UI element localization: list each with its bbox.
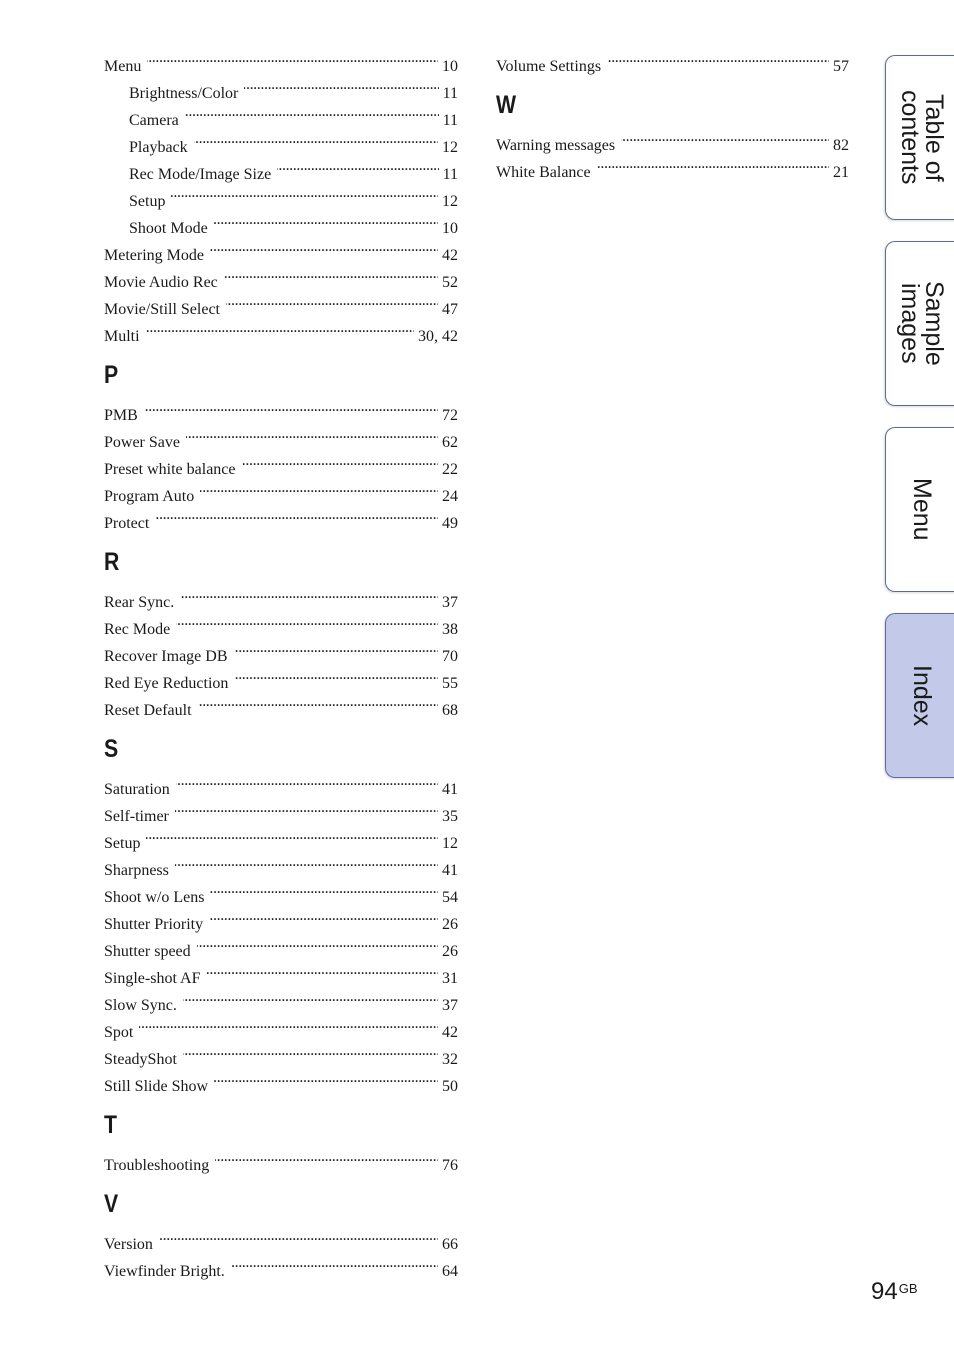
index-entry[interactable] xyxy=(104,44,458,75)
entry-term: SteadyShot xyxy=(104,1051,177,1068)
entry-page-link[interactable]: 41 xyxy=(442,781,458,798)
section-letter: R xyxy=(104,548,120,576)
entry-page-link[interactable]: 11 xyxy=(442,112,458,129)
entry-term: Preset white balance xyxy=(104,461,236,478)
entry-page-link[interactable]: 82 xyxy=(833,137,849,154)
entry-term: Still Slide Show xyxy=(104,1078,209,1095)
tab-label: Sample images xyxy=(896,281,948,366)
dot-leader xyxy=(224,260,438,287)
entry-page-link[interactable]: 37 xyxy=(442,997,458,1014)
entry-page-link[interactable]: 72 xyxy=(442,407,458,424)
dot-leader xyxy=(209,902,438,929)
entry-term: Movie Audio Rec xyxy=(104,274,218,291)
dot-leader xyxy=(231,1249,438,1276)
dot-leader xyxy=(155,501,438,528)
tab-label: Menu xyxy=(908,478,936,541)
entry-term: Sharpness xyxy=(104,862,169,879)
dot-leader xyxy=(159,1222,438,1249)
entry-page-link[interactable]: 57 xyxy=(833,58,849,75)
dot-leader xyxy=(175,794,438,821)
entry-term: Slow Sync. xyxy=(104,997,177,1014)
entry-term: Troubleshooting xyxy=(104,1157,210,1174)
entry-page-link[interactable]: 37 xyxy=(442,594,458,611)
entry-page-link[interactable]: 52 xyxy=(442,274,458,291)
index-entry[interactable] xyxy=(104,848,458,879)
index-entry[interactable] xyxy=(104,1010,458,1041)
index-entry[interactable] xyxy=(104,1037,458,1068)
dot-leader xyxy=(144,393,438,420)
entry-page-link[interactable]: 42 xyxy=(442,1024,458,1041)
entry-page-link[interactable]: 76 xyxy=(442,1157,458,1174)
entry-term: Rec Mode xyxy=(104,621,171,638)
dot-leader xyxy=(234,661,438,688)
dot-leader xyxy=(621,123,829,150)
entry-page-link[interactable]: 12 xyxy=(442,193,458,210)
entry-term: Camera xyxy=(129,112,179,129)
entry-page-link[interactable]: 50 xyxy=(442,1078,458,1095)
dot-leader xyxy=(185,98,439,125)
index-entry[interactable] xyxy=(496,44,849,75)
index-subentry[interactable] xyxy=(104,71,458,102)
dot-leader xyxy=(180,580,438,607)
page-number xyxy=(871,1278,918,1306)
dot-leader xyxy=(175,848,438,875)
section-letter: W xyxy=(496,91,517,119)
entry-page-link[interactable]: 62 xyxy=(442,434,458,451)
index-entry[interactable] xyxy=(104,501,458,532)
tab-label: Table of contents xyxy=(896,90,948,185)
entry-page-link[interactable]: 64 xyxy=(442,1263,458,1280)
entry-term: Viewfinder Bright. xyxy=(104,1263,225,1280)
index-entry[interactable] xyxy=(104,1143,458,1174)
tab-sample-images[interactable] xyxy=(885,241,954,406)
entry-term: Setup xyxy=(129,193,166,210)
dot-leader xyxy=(277,152,438,179)
entry-term: Rear Sync. xyxy=(104,594,175,611)
entry-term: Metering Mode xyxy=(104,247,204,264)
entry-term: Program Auto xyxy=(104,488,195,505)
entry-term: Movie/Still Select xyxy=(104,301,220,318)
dot-leader xyxy=(176,767,438,794)
dot-leader xyxy=(183,983,438,1010)
entry-term: Warning messages xyxy=(496,137,616,154)
entry-page-link[interactable]: 12 xyxy=(442,835,458,852)
entry-page-link[interactable]: 55 xyxy=(442,675,458,692)
tab-menu[interactable] xyxy=(885,427,954,592)
entry-term: PMB xyxy=(104,407,138,424)
entry-term: Protect xyxy=(104,515,150,532)
entry-term: Reset Default xyxy=(104,702,192,719)
dot-leader xyxy=(198,688,438,715)
dot-leader xyxy=(607,44,829,71)
entry-term: Rec Mode/Image Size xyxy=(129,166,272,183)
entry-page-link[interactable]: 10 xyxy=(442,58,458,75)
dot-leader xyxy=(200,474,438,501)
entry-term: Brightness/Color xyxy=(129,85,239,102)
dot-leader xyxy=(171,179,438,206)
entry-page-link[interactable]: 35 xyxy=(442,808,458,825)
entry-page-link[interactable]: 10 xyxy=(442,220,458,237)
dot-leader xyxy=(210,233,438,260)
entry-page-link[interactable]: 66 xyxy=(442,1236,458,1253)
dot-leader xyxy=(234,634,438,661)
entry-term: Playback xyxy=(129,139,188,156)
index-entry[interactable] xyxy=(104,767,458,798)
entry-page-link[interactable]: 47 xyxy=(442,301,458,318)
entry-page-link[interactable]: 22 xyxy=(442,461,458,478)
index-entry[interactable] xyxy=(104,821,458,852)
section-letter: P xyxy=(104,361,119,389)
entry-page-link[interactable]: 38 xyxy=(442,621,458,638)
index-entry[interactable] xyxy=(104,314,458,345)
tab-label: Index xyxy=(908,664,936,727)
entry-term: Shutter Priority xyxy=(104,916,204,933)
index-entry[interactable] xyxy=(104,580,458,611)
dot-leader xyxy=(242,447,439,474)
entry-term: Multi xyxy=(104,328,140,345)
dot-leader xyxy=(226,287,438,314)
dot-leader xyxy=(139,1010,438,1037)
entry-term: Shutter speed xyxy=(104,943,191,960)
entry-page-link[interactable]: 11 xyxy=(442,166,458,183)
dot-leader xyxy=(176,607,438,634)
index-entry[interactable] xyxy=(496,123,849,154)
entry-page-link[interactable]: 49 xyxy=(442,515,458,532)
index-column-left xyxy=(104,44,458,1280)
dot-leader xyxy=(186,420,438,447)
entry-term: Version xyxy=(104,1236,153,1253)
entry-term: Red Eye Reduction xyxy=(104,675,229,692)
entry-term: Recover Image DB xyxy=(104,648,228,665)
index-column-right xyxy=(496,44,849,181)
entry-page-link[interactable]: 70 xyxy=(442,648,458,665)
dot-leader xyxy=(183,1037,438,1064)
entry-term: Saturation xyxy=(104,781,170,798)
dot-leader xyxy=(147,44,438,71)
entry-term: Spot xyxy=(104,1024,134,1041)
entry-term: Volume Settings xyxy=(496,58,602,75)
entry-page-link[interactable]: 41 xyxy=(442,862,458,879)
dot-leader xyxy=(146,314,414,341)
dot-leader xyxy=(214,1064,438,1091)
dot-leader xyxy=(214,206,438,233)
entry-term: Setup xyxy=(104,835,141,852)
dot-leader xyxy=(597,150,829,177)
tab-table-of-contents[interactable] xyxy=(885,55,954,220)
section-letter: T xyxy=(104,1111,117,1139)
entry-page-link[interactable]: 68 xyxy=(442,702,458,719)
entry-term: Shoot Mode xyxy=(129,220,208,237)
entry-term: Self-timer xyxy=(104,808,169,825)
dot-leader xyxy=(206,956,438,983)
tab-index[interactable] xyxy=(885,613,954,778)
dot-leader xyxy=(146,821,438,848)
entry-page-link[interactable]: 30, 42 xyxy=(418,328,458,345)
dot-leader xyxy=(194,125,438,152)
entry-page-link[interactable]: 12 xyxy=(442,139,458,156)
entry-term: Power Save xyxy=(104,434,180,451)
dot-leader xyxy=(244,71,438,98)
dot-leader xyxy=(197,929,438,956)
entry-page-link[interactable]: 24 xyxy=(442,488,458,505)
entry-page-link[interactable]: 42 xyxy=(442,247,458,264)
page-number-value: 94 xyxy=(871,1278,898,1305)
dot-leader xyxy=(215,1143,438,1170)
entry-page-link[interactable]: 26 xyxy=(442,916,458,933)
index-entry[interactable] xyxy=(104,393,458,424)
entry-page-link[interactable]: 26 xyxy=(442,943,458,960)
entry-term: Menu xyxy=(104,58,142,75)
section-letter: V xyxy=(104,1190,119,1218)
entry-page-link[interactable]: 11 xyxy=(442,85,458,102)
entry-term: Shoot w/o Lens xyxy=(104,889,205,906)
entry-term: Single-shot AF xyxy=(104,970,201,987)
index-entry[interactable] xyxy=(104,1222,458,1253)
page-number-suffix: GB xyxy=(898,1281,918,1296)
entry-page-link[interactable]: 21 xyxy=(833,164,849,181)
entry-page-link[interactable]: 32 xyxy=(442,1051,458,1068)
section-letter: S xyxy=(104,735,119,763)
entry-page-link[interactable]: 54 xyxy=(442,889,458,906)
entry-page-link[interactable]: 31 xyxy=(442,970,458,987)
dot-leader xyxy=(210,875,438,902)
entry-term: White Balance xyxy=(496,164,591,181)
index-entry[interactable] xyxy=(104,420,458,451)
